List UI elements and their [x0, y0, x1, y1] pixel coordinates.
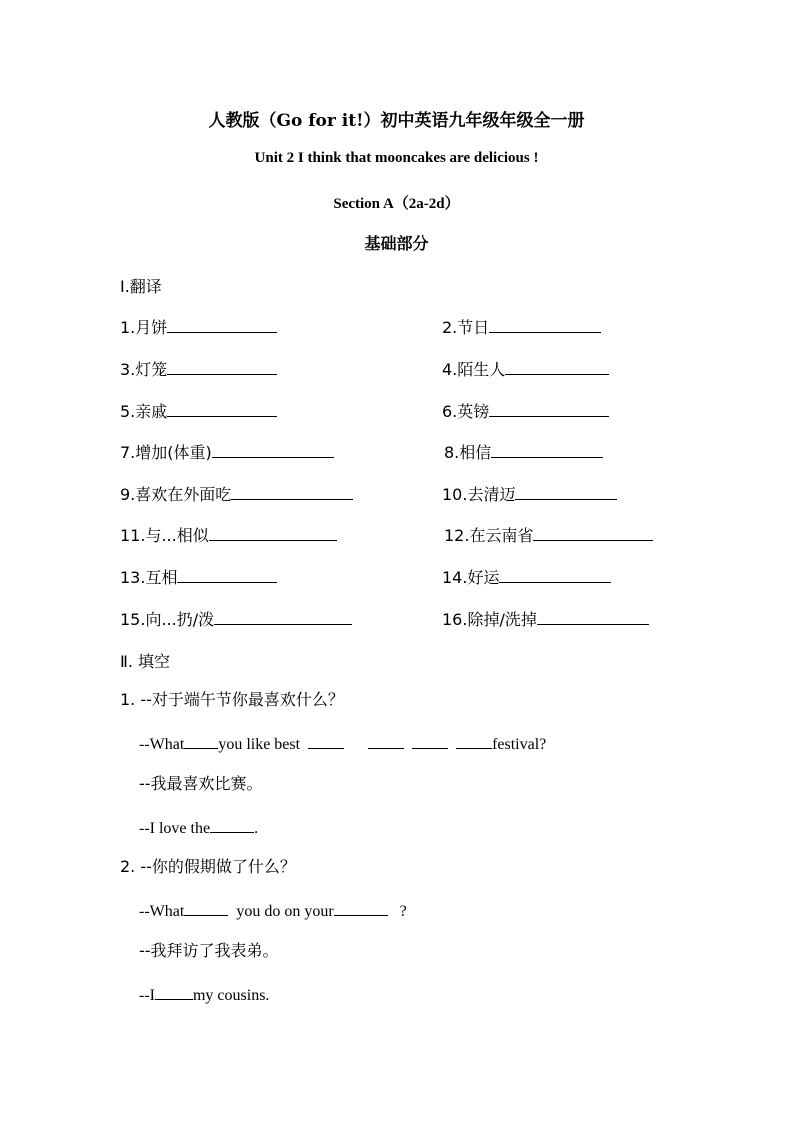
answer-chinese: --我拜访了我表弟。 — [139, 941, 279, 960]
answer-blank[interactable] — [412, 732, 448, 749]
answer-blank[interactable] — [456, 732, 492, 749]
answer-blank[interactable] — [537, 608, 649, 625]
translation-item: 13.互相 — [120, 566, 277, 586]
translation-item: 8.相信 — [444, 441, 603, 461]
translation-item: 5.亲戚 — [120, 400, 277, 420]
answer-blank[interactable] — [489, 400, 609, 417]
answer-blank[interactable] — [184, 732, 218, 749]
answer-blank[interactable] — [533, 524, 653, 541]
answer-blank[interactable] — [489, 316, 601, 333]
answer-blank[interactable] — [155, 983, 193, 1000]
answer-blank[interactable] — [212, 441, 334, 458]
translation-heading: Ⅰ.翻译 — [120, 277, 162, 296]
answer-blank[interactable] — [214, 608, 352, 625]
translation-item: 4.陌生人 — [442, 358, 609, 378]
answer-chinese: --我最喜欢比赛。 — [139, 774, 263, 793]
answer-blank[interactable] — [308, 732, 344, 749]
answer-blank[interactable] — [167, 358, 277, 375]
answer-blank[interactable] — [368, 732, 404, 749]
answer-english: --I love the . — [139, 816, 258, 836]
translation-item: 11.与...相似 — [120, 524, 337, 544]
translation-item: 15.向...扔/泼 — [120, 608, 352, 628]
part-title: 基础部分 — [364, 234, 429, 253]
fill-heading: Ⅱ. 填空 — [120, 652, 171, 671]
unit-title: Unit 2 I think that mooncakes are delicious ! — [254, 150, 539, 166]
answer-blank[interactable] — [505, 358, 609, 375]
translation-item: 7.增加(体重) — [120, 441, 334, 461]
answer-blank[interactable] — [167, 400, 277, 417]
translation-item: 1.月饼 — [120, 316, 277, 336]
translation-item: 14.好运 — [442, 566, 611, 586]
answer-blank[interactable] — [231, 483, 353, 500]
translation-item: 3.灯笼 — [120, 358, 277, 378]
question-prompt: 1. --对于端午节你最喜欢什么？ — [120, 690, 344, 709]
answer-blank[interactable] — [167, 316, 277, 333]
translation-item: 9.喜欢在外面吃 — [120, 483, 353, 503]
question-english: --What you do on your ? — [139, 899, 407, 919]
answer-blank[interactable] — [515, 483, 617, 500]
answer-blank[interactable] — [209, 524, 337, 541]
translation-item: 12.在云南省 — [444, 524, 653, 544]
question-english: --What you like best festival? — [139, 732, 546, 752]
translation-item: 2.节日 — [442, 316, 601, 336]
question-prompt: 2. --你的假期做了什么？ — [120, 857, 296, 876]
section-title: Section A（2a-2d） — [333, 196, 460, 212]
translation-item: 10.去清迈 — [442, 483, 617, 503]
document-title: 人教版（Go for it!）初中英语九年级年级全一册 — [208, 111, 585, 131]
translation-item: 6.英镑 — [442, 400, 609, 420]
translation-item: 16.除掉/洗掉 — [442, 608, 649, 628]
answer-blank[interactable] — [184, 899, 228, 916]
answer-blank[interactable] — [499, 566, 611, 583]
answer-blank[interactable] — [177, 566, 277, 583]
answer-english: --I my cousins. — [139, 983, 269, 1003]
answer-blank[interactable] — [334, 899, 388, 916]
answer-blank[interactable] — [491, 441, 603, 458]
answer-blank[interactable] — [210, 816, 254, 833]
